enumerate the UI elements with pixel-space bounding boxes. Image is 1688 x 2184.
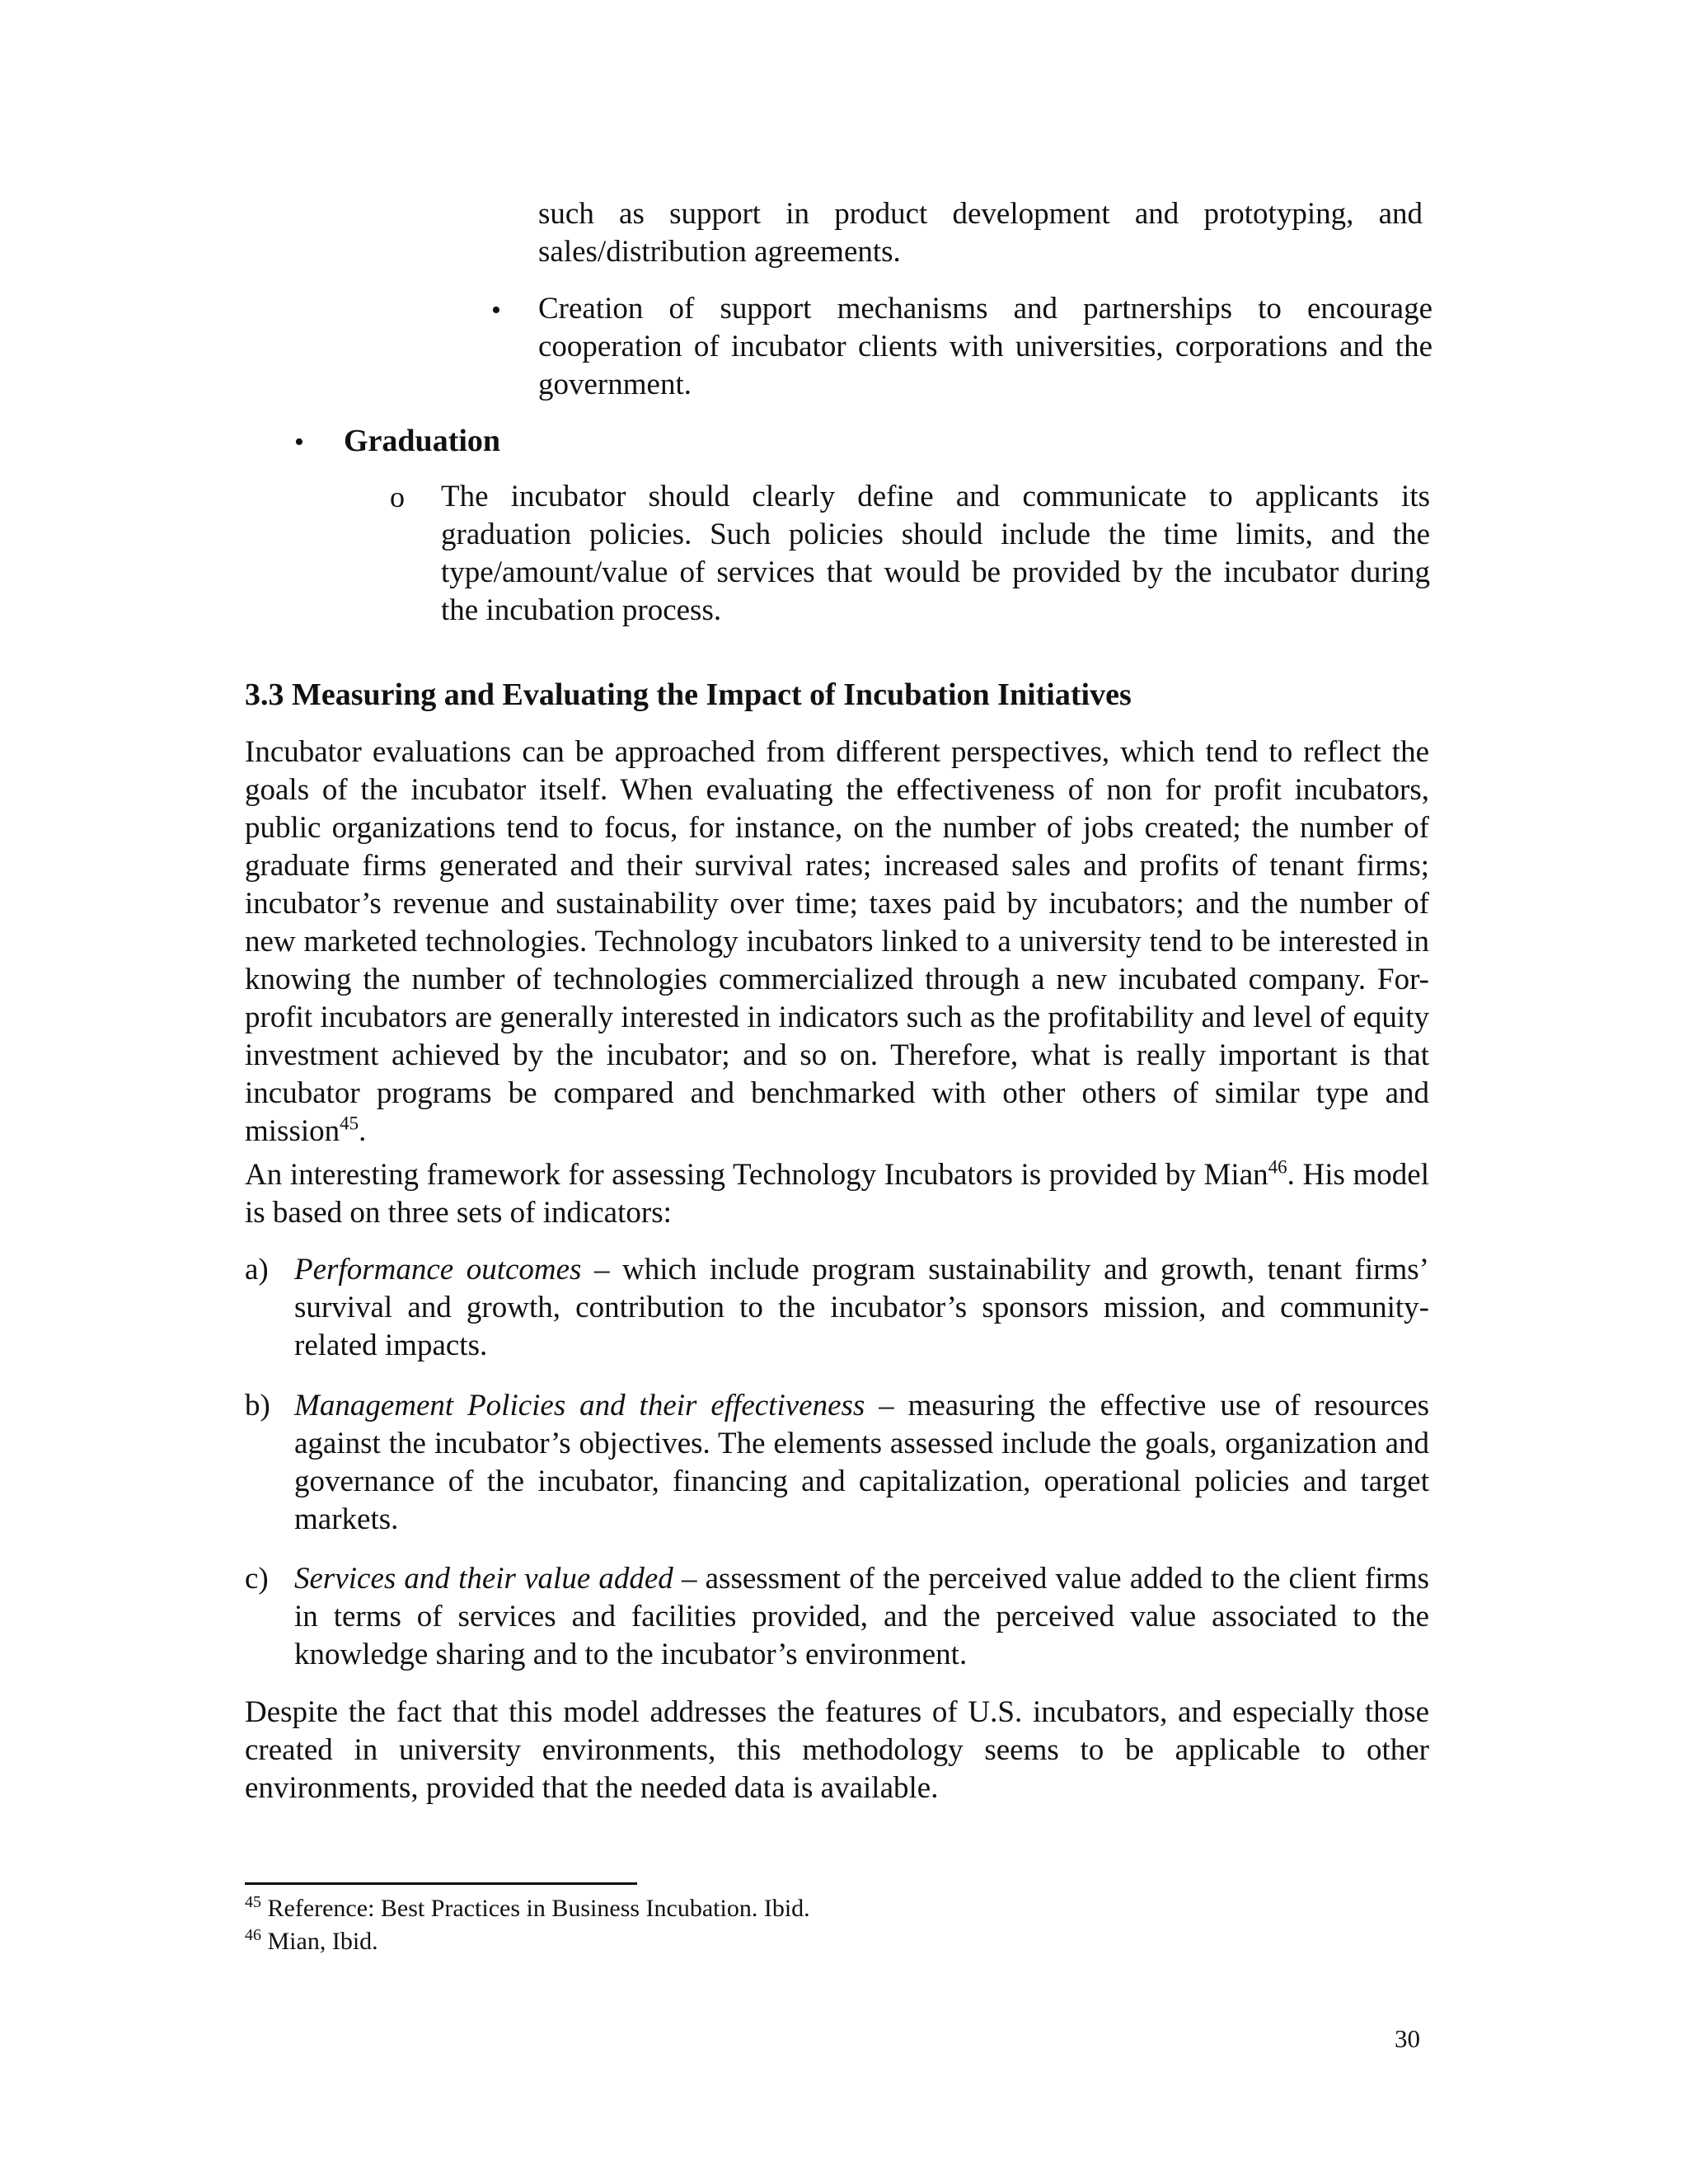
graduation-text: The incubator should clearly define and communicate to applicants its graduation policies. Such policies should include the time limits, and the type/amount/value of services that would be provided by the incubator during the incubation process.	[441, 480, 1430, 627]
graduation-heading: Graduation	[344, 424, 501, 458]
bullet-dot-icon: •	[491, 295, 501, 326]
list-label-a: a)	[245, 1253, 269, 1286]
list-label-c: c)	[245, 1562, 269, 1596]
list-label-b: b)	[245, 1389, 270, 1422]
bullet-item-support-mechanisms: Creation of support mechanisms and partnerships to encourage cooperation of incubator clients with universities, corporations and the government.	[538, 292, 1432, 401]
footnote-45: $^{45}$ Reference: Best Practices in Business Incubation. Ibid.	[245, 1893, 810, 1922]
paragraph-framework: An interesting framework for assessing Technology Incubators is provided by Mian$^{46}$. His model is based on three sets of indicators:	[245, 1156, 1429, 1230]
paragraph-conclusion: Despite the fact that this model addresses the features of U.S. incubators, and especially those created in university environments, this methodology seems to be applicable to other environments, provided that the needed data is available.	[245, 1695, 1429, 1805]
footnote-46: $^{46}$ Mian, Ibid.	[245, 1926, 378, 1955]
page-number: 30	[1395, 2024, 1420, 2053]
list-item-performance-outcomes: Performance outcomes – which include program sustainability and growth, tenant firms’ survival and growth, contribution to the incubator’s sponsors mission, and community-related impacts.	[294, 1253, 1429, 1362]
footnote-separator	[245, 1882, 637, 1885]
circle-bullet-icon: o	[390, 480, 405, 513]
footnote-ref-45: 45	[340, 1113, 359, 1134]
section-heading: 3.3 Measuring and Evaluating the Impact of Incubation Initiatives	[245, 677, 1132, 712]
bullet-continuation: such as support in product development and prototyping, and sales/distribution agreements.	[538, 197, 1423, 269]
paragraph-evaluations: Incubator evaluations can be approached from different perspectives, which tend to reflect the goals of the incubator itself. When evaluating the effectiveness of non for profit incubators, public organizations tend to focus, for instance, on the number of jobs created; the number of graduate firms generated and their survival rates; increased sales and profits of tenant firms; incubator’s revenue and sustainability over time; taxes paid by incubators; and the number of new marketed technologies. Technology incubators linked to a university tend to be interested in knowing the number of technologies commercialized through a new incubated company. For-profit incubators are generally interested in indicators such as the profitability and level of equity investment achieved by the incubator; and so on. Therefore, what is really important is that incubator programs be compared and benchmarked with other others of similar type and mission$^{45}$.	[245, 735, 1429, 1148]
list-item-management-policies: Management Policies and their effectiveness – measuring the effective use of resources against the incubator’s objectives. The elements assessed include the goals, organization and governance of the incubator, financing and capitalization, operational policies and target markets.	[294, 1389, 1430, 1536]
footnote-ref-46: 46	[1268, 1156, 1287, 1178]
list-item-services-value: Services and their value added – assessment of the perceived value added to the client firms in terms of services and facilities provided, and the perceived value associated to the knowledge sharing and to the incubator’s environment.	[294, 1562, 1429, 1671]
graduation-bullet-icon: •	[294, 427, 304, 457]
